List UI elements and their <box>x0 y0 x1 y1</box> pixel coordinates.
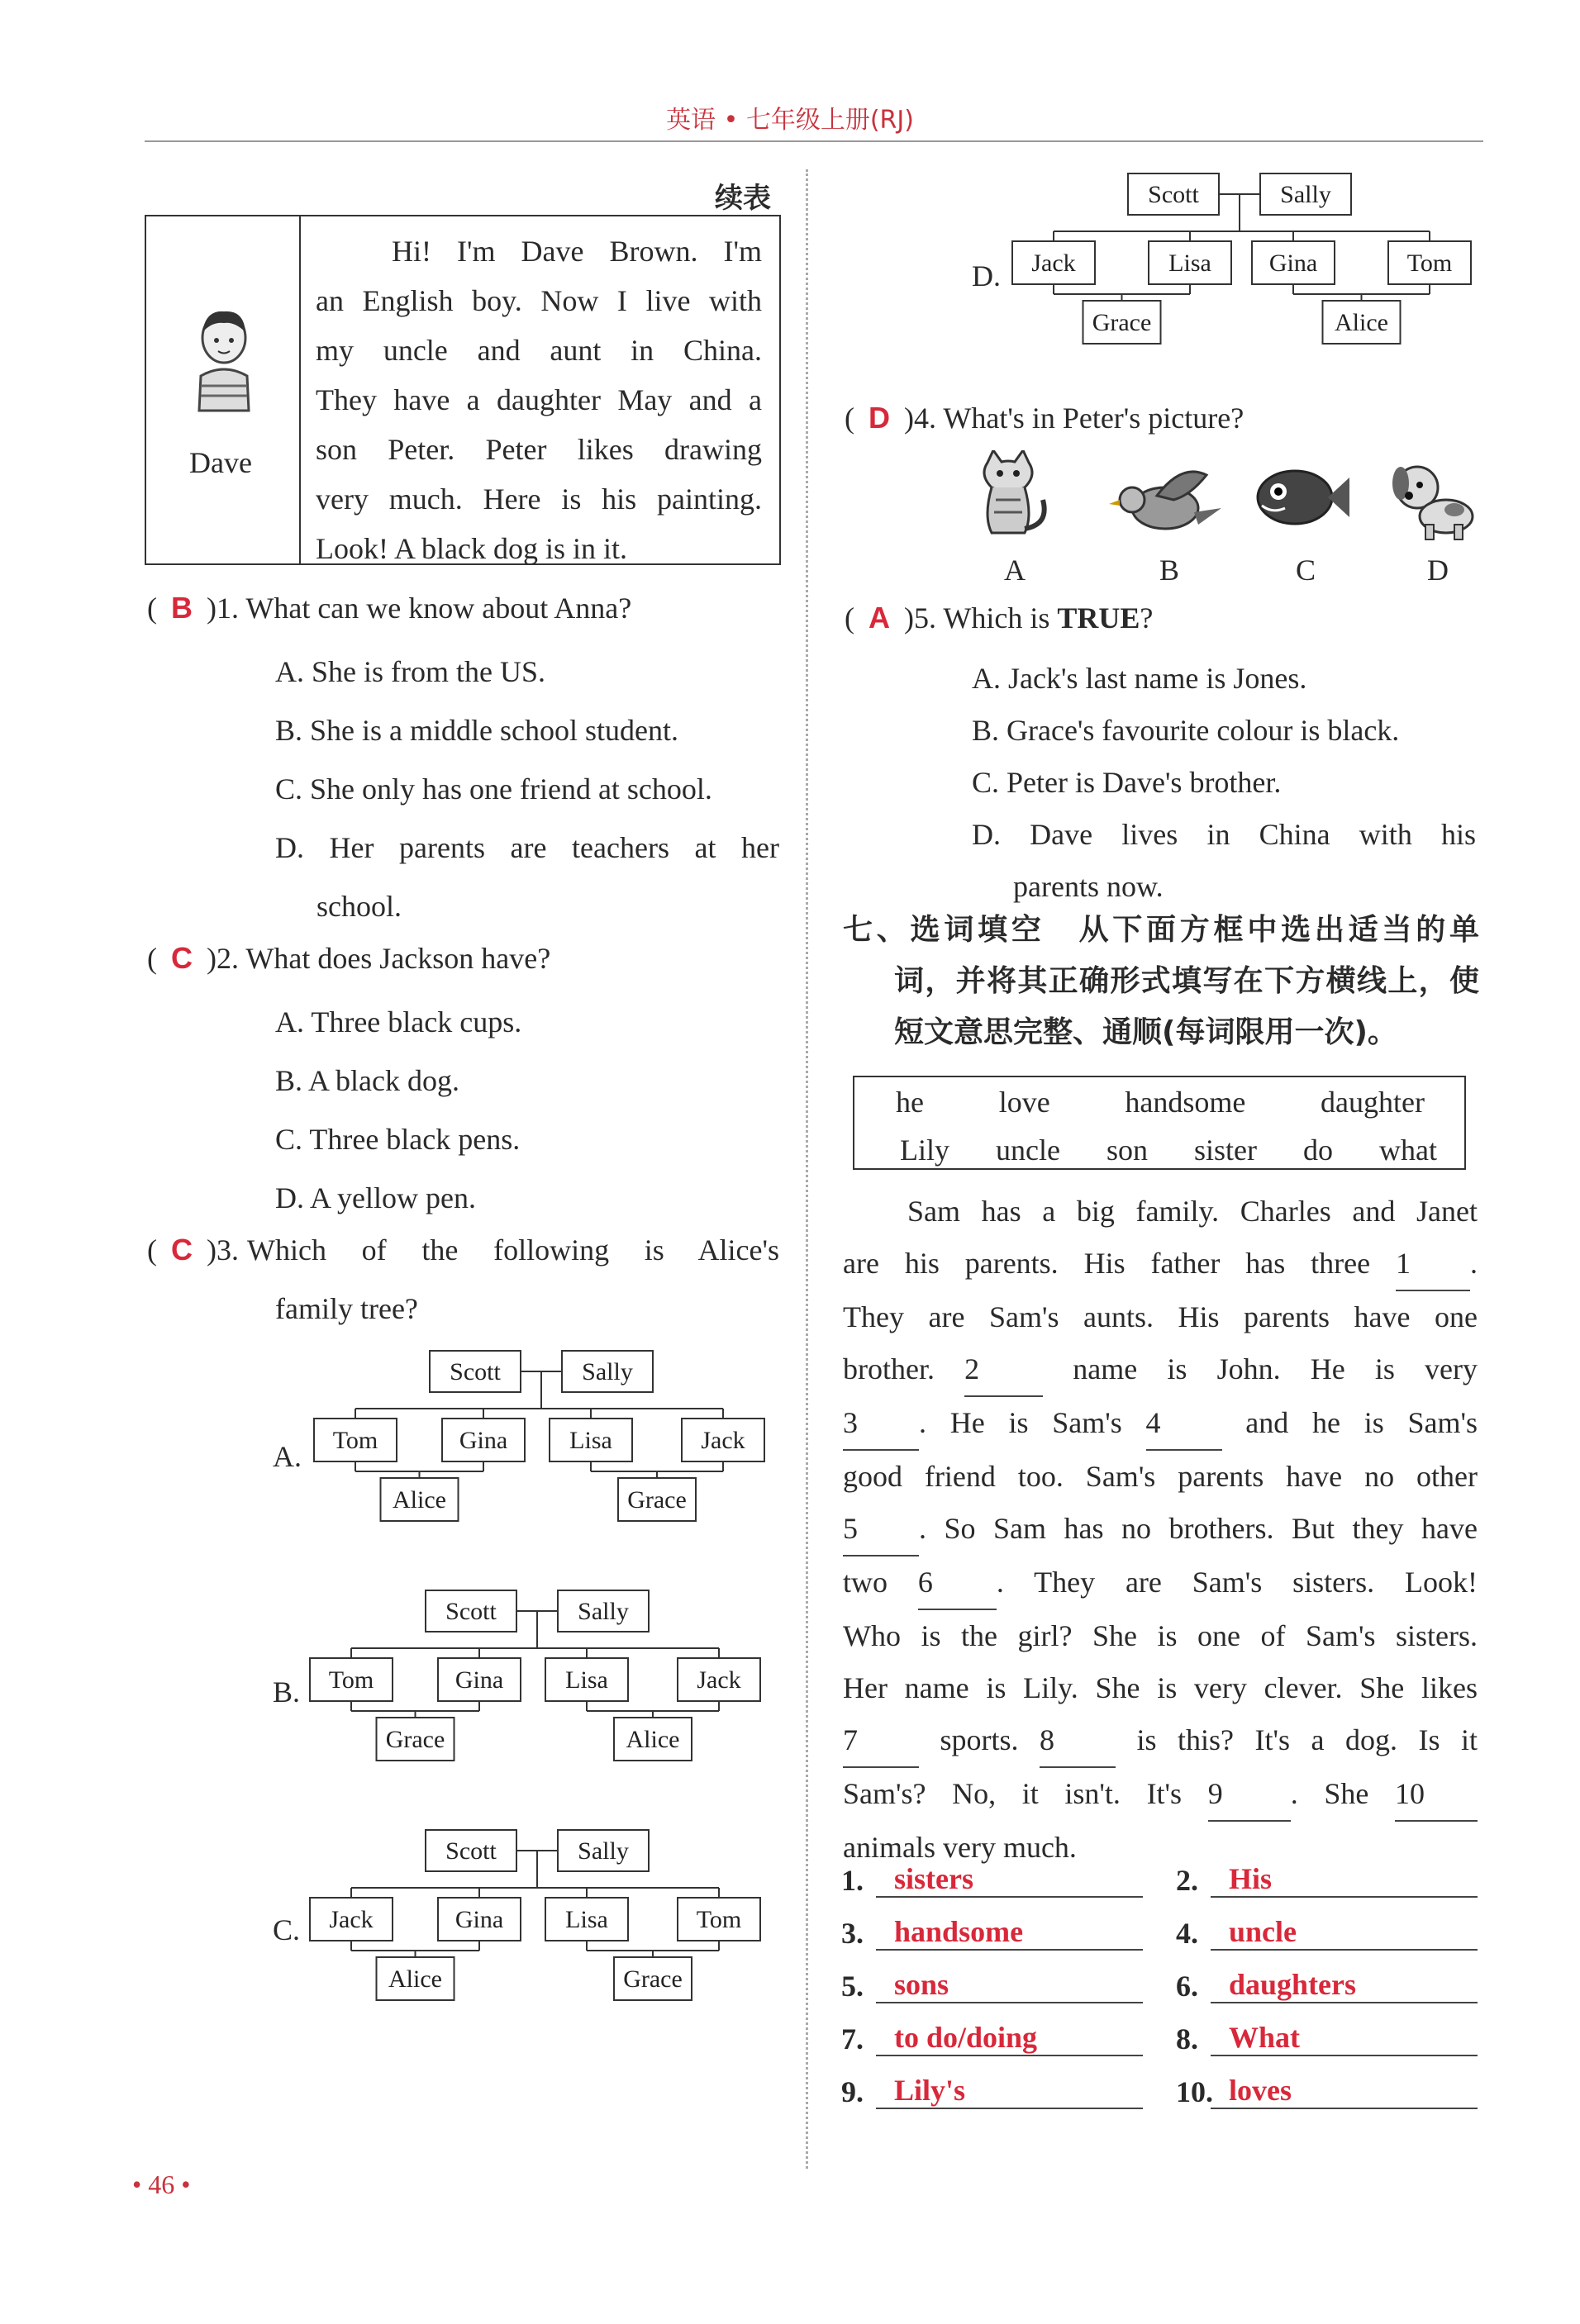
question-text: Which is <box>943 601 1058 634</box>
answer-row <box>841 2074 1143 2109</box>
answer-number: 1. <box>841 1864 864 1897</box>
passage-text: are his parents. His father has three <box>843 1247 1371 1280</box>
answer-grid <box>841 1863 1478 2109</box>
question-text: What's in Peter's picture? <box>943 402 1244 435</box>
passage-text: sports. <box>940 1723 1019 1756</box>
tree-node-label: Grace <box>1092 309 1152 336</box>
tree-node <box>545 1898 628 1941</box>
word-box-row <box>896 1087 1425 1117</box>
question-number: )5. <box>904 601 936 634</box>
question-text: family tree? <box>275 1292 418 1325</box>
blank-1: 1 <box>1396 1238 1470 1291</box>
tree-node-label: Alice <box>1335 309 1388 336</box>
tree-node <box>426 1830 516 1871</box>
header-divider <box>145 140 1483 142</box>
question-number: )3. <box>207 1233 239 1267</box>
tree-node-label: Lisa <box>569 1427 612 1454</box>
answer-number: 5. <box>841 1970 864 2003</box>
answer-row <box>841 2022 1143 2056</box>
tree-node <box>1323 301 1401 344</box>
option: A. Three black cups. <box>275 1005 522 1038</box>
section-7-title <box>843 905 1479 1058</box>
passage-line: Who is the girl? She is one of Sam's sisters. <box>843 1619 1478 1652</box>
dog-icon <box>1388 459 1479 541</box>
tree-node-label: Sally <box>1280 181 1331 208</box>
tree-c-label: C. <box>273 1913 301 1946</box>
tree-node <box>678 1658 760 1701</box>
answer-number: 3. <box>841 1917 864 1950</box>
word: son <box>1106 1133 1148 1167</box>
answer-row <box>1176 1916 1478 1951</box>
question-1-options <box>275 643 779 936</box>
question-number: )4. <box>904 402 936 435</box>
tree-node <box>682 1419 764 1461</box>
tree-node-label: Tom <box>696 1906 742 1933</box>
tree-node-label: Grace <box>627 1486 687 1514</box>
profile-line: an English boy. Now I live with <box>316 284 762 317</box>
option: school. <box>316 890 402 923</box>
picture-label: C <box>1296 554 1316 587</box>
tree-node-label: Lisa <box>565 1906 608 1933</box>
answer-value: sons <box>876 1967 1143 2003</box>
question-text: What can we know about Anna? <box>245 592 632 625</box>
option: B. Grace's favourite colour is black. <box>972 714 1400 747</box>
answer-mark: B <box>171 591 193 625</box>
answer-mark: D <box>869 401 890 435</box>
passage-text: name is John. He is very <box>1073 1352 1478 1385</box>
blank-6: 6 <box>918 1556 997 1610</box>
option: D. Dave lives in China with his <box>972 818 1476 851</box>
tree-node <box>1388 241 1471 284</box>
profile-line: very much. Here is his painting. <box>316 482 762 516</box>
word: do <box>1302 1133 1333 1167</box>
column-divider <box>806 169 808 2169</box>
tree-d-label: D. <box>972 259 1001 292</box>
page-header: 英语 • 七年级上册(RJ) <box>666 106 914 135</box>
answer-value: handsome <box>876 1914 1143 1951</box>
question-text: ? <box>1140 601 1154 634</box>
answer-mark: C <box>171 1233 193 1267</box>
answer-row <box>841 1969 1143 2003</box>
question-text-bold: TRUE <box>1057 601 1140 634</box>
profile-name: Dave <box>189 446 252 479</box>
answer-mark: C <box>171 941 193 975</box>
tree-node <box>438 1658 521 1701</box>
tree-node <box>377 1957 454 2000</box>
option: C. She only has one friend at school. <box>275 772 712 806</box>
option: A. Jack's last name is Jones. <box>972 662 1307 695</box>
passage-text: is this? It's a dog. Is it <box>1136 1723 1478 1756</box>
picture-label: D <box>1427 554 1449 587</box>
passage-line <box>843 1397 1478 1451</box>
tree-node-label: Alice <box>393 1486 446 1514</box>
blank-3: 3 <box>843 1397 919 1451</box>
profile-photo-cell <box>146 216 301 563</box>
answer-value: Lily's <box>876 2073 1143 2109</box>
word: love <box>998 1086 1050 1119</box>
fish-icon <box>1252 463 1351 533</box>
tree-node-label: Jack <box>697 1666 741 1694</box>
blank-9: 9 <box>1208 1768 1291 1822</box>
option: B. A black dog. <box>275 1064 459 1097</box>
tree-node-label: Lisa <box>565 1666 608 1694</box>
tree-node <box>558 1590 649 1632</box>
passage-text: and he is Sam's <box>1245 1406 1478 1439</box>
tree-node-label: Jack <box>329 1906 374 1933</box>
profile-line: my uncle and aunt in China. <box>316 334 762 367</box>
passage-line <box>843 1768 1478 1822</box>
tree-node <box>426 1590 516 1632</box>
word: handsome <box>1125 1086 1246 1119</box>
profile-text <box>316 226 762 573</box>
answer-row <box>1176 2022 1478 2056</box>
profile-line: Hi! I'm Dave Brown. I'm <box>392 235 762 268</box>
tree-node-label: Scott <box>1148 181 1199 208</box>
word: what <box>1378 1133 1437 1167</box>
tree-node <box>545 1658 628 1701</box>
passage-text: . They are Sam's sisters. Look! <box>996 1566 1478 1599</box>
blank-8: 8 <box>1040 1714 1116 1768</box>
tree-node-label: Scott <box>450 1358 501 1385</box>
tree-node <box>1260 173 1351 215</box>
section-title-line: 七、选词填空 从下面方框中选出适当的单 <box>843 913 1479 947</box>
answer-number: 9. <box>841 2075 864 2108</box>
profile-line: Look! A black dog is in it. <box>316 532 627 565</box>
tree-node-label: Scott <box>445 1837 497 1865</box>
cat-icon <box>967 450 1049 541</box>
section-title-line: 短文意思完整、通顺(每词限用一次)。 <box>894 1015 1397 1049</box>
answer-value: to do/doing <box>876 2020 1143 2056</box>
option: C. Three black pens. <box>275 1123 521 1156</box>
word-box <box>853 1076 1466 1170</box>
family-tree-c <box>310 1830 760 2000</box>
family-tree-options <box>269 1338 781 2049</box>
passage-text: . So Sam has no brothers. But they have <box>919 1512 1478 1545</box>
word: daughter <box>1321 1086 1425 1119</box>
cloze-passage <box>843 1186 1478 1874</box>
answer-row <box>1176 2074 1478 2109</box>
tree-node-label: Scott <box>445 1598 497 1625</box>
answer-number: 6. <box>1176 1970 1198 2003</box>
passage-line <box>843 1556 1478 1610</box>
answer-value: What <box>1211 2020 1478 2056</box>
tree-node <box>678 1898 760 1941</box>
word: Lily <box>900 1133 949 1167</box>
word: uncle <box>996 1133 1060 1167</box>
family-tree-b <box>310 1590 760 1761</box>
answer-number: 8. <box>1176 2022 1198 2055</box>
option: D. Her parents are teachers at her <box>275 831 779 864</box>
answer-row <box>841 1916 1143 1951</box>
continued-label: 续表 <box>715 182 771 215</box>
picture-label: A <box>1004 554 1026 587</box>
answer-value: uncle <box>1211 1914 1478 1951</box>
tree-node-label: Grace <box>385 1726 445 1753</box>
tree-node-label: Jack <box>701 1427 745 1454</box>
question-5: ( A )5. Which is TRUE? <box>845 601 1154 634</box>
blank-5: 5 <box>843 1503 919 1556</box>
profile-table <box>145 215 781 565</box>
passage-line: Sam has a big family. Charles and Janet <box>907 1195 1478 1228</box>
passage-line: They are Sam's aunts. His parents have one <box>843 1300 1478 1333</box>
tree-node <box>377 1718 454 1761</box>
bird-icon <box>1107 463 1223 537</box>
tree-node <box>381 1478 459 1521</box>
answer-row <box>841 1863 1143 1898</box>
blank-2: 2 <box>964 1343 1043 1397</box>
answer-number: 4. <box>1176 1917 1198 1950</box>
answer-row <box>1176 1969 1478 2003</box>
blank-4: 4 <box>1146 1397 1222 1451</box>
tree-node-label: Alice <box>626 1726 680 1753</box>
profile-line: son Peter. Peter likes drawing <box>316 433 762 466</box>
question-3: ( C )3. Which of the following is Alice's family tree? <box>147 1233 779 1325</box>
answer-number: 7. <box>841 2022 864 2055</box>
option: D. A yellow pen. <box>275 1181 476 1214</box>
tree-node <box>438 1898 521 1941</box>
question-4: ( D )4. What's in Peter's picture? <box>845 401 1244 435</box>
tree-node-label: Sally <box>578 1837 629 1865</box>
tree-node <box>310 1898 393 1941</box>
passage-line <box>843 1343 1478 1397</box>
tree-node-label: Alice <box>388 1965 442 1993</box>
tree-node <box>614 1957 692 2000</box>
passage-text: . She <box>1290 1777 1369 1810</box>
passage-line: animals very much. <box>843 1831 1077 1864</box>
tree-node-label: Gina <box>459 1427 508 1454</box>
question-5-options <box>972 653 1476 913</box>
tree-node <box>558 1830 649 1871</box>
answer-value: loves <box>1211 2073 1478 2109</box>
profile-line: They have a daughter May and a <box>316 383 762 416</box>
question-number: )2. <box>207 942 239 975</box>
tree-node <box>1149 241 1231 284</box>
tree-node <box>1252 241 1335 284</box>
answer-number: 10. <box>1176 2075 1213 2108</box>
question-text: Which of the following is Alice's <box>247 1233 779 1267</box>
passage-text: brother. <box>843 1352 935 1385</box>
answer-number: 2. <box>1176 1864 1198 1897</box>
word: he <box>896 1086 924 1119</box>
option: parents now. <box>1013 870 1164 903</box>
passage-line: good friend too. Sam's parents have no other <box>843 1460 1478 1493</box>
tree-node-label: Gina <box>454 1666 504 1694</box>
boy-icon <box>189 303 259 427</box>
tree-node-label: Gina <box>1268 250 1318 277</box>
tree-node <box>1012 241 1095 284</box>
passage-text: . He is Sam's <box>919 1406 1122 1439</box>
tree-node <box>562 1351 653 1392</box>
tree-node-label: Lisa <box>1168 250 1211 277</box>
answer-value: sisters <box>876 1861 1143 1898</box>
question-1: ( B )1. What can we know about Anna? <box>147 591 632 625</box>
answer-value: daughters <box>1211 1967 1478 2003</box>
passage-line: are his parents. His father has three 1 . <box>843 1238 1478 1291</box>
answer-value: His <box>1211 1861 1478 1898</box>
family-tree-a <box>314 1351 764 1521</box>
tree-node-label: Tom <box>332 1427 378 1454</box>
question-2-options <box>275 993 779 1228</box>
blank-7: 7 <box>843 1714 919 1768</box>
option: A. She is from the US. <box>275 655 545 688</box>
passage-line <box>843 1714 1478 1768</box>
tree-node-label: Jack <box>1031 250 1076 277</box>
question-text: What does Jackson have? <box>245 942 551 975</box>
tree-node-label: Sally <box>582 1358 633 1385</box>
section-title-line: 词，并将其正确形式填写在下方横线上，使 <box>894 964 1479 998</box>
tree-node-label: Grace <box>623 1965 683 1993</box>
passage-text: Sam's? No, it isn't. It's <box>843 1777 1183 1810</box>
tree-node <box>550 1419 632 1461</box>
page-number: • 46 • <box>132 2170 191 2199</box>
passage-text: two <box>843 1566 888 1599</box>
word: sister <box>1193 1133 1257 1167</box>
tree-node-label: Tom <box>1406 250 1453 277</box>
tree-node-label: Sally <box>578 1598 629 1625</box>
family-tree-d <box>1000 165 1496 388</box>
blank-10: 10 <box>1395 1768 1478 1822</box>
picture-label: B <box>1159 554 1180 587</box>
passage-line: Her name is Lily. She is very clever. She likes <box>843 1671 1478 1704</box>
option: B. She is a middle school student. <box>275 714 678 747</box>
tree-node <box>430 1351 521 1392</box>
tree-node-label: Tom <box>328 1666 374 1694</box>
tree-node <box>310 1658 393 1701</box>
tree-a-label: A. <box>273 1440 302 1473</box>
answer-row <box>1176 1863 1478 1898</box>
tree-node <box>442 1419 525 1461</box>
tree-node-label: Gina <box>454 1906 504 1933</box>
tree-node <box>614 1718 692 1761</box>
passage-line <box>843 1503 1478 1556</box>
tree-b-label: B. <box>273 1675 301 1709</box>
tree-node <box>1083 301 1161 344</box>
option: C. Peter is Dave's brother. <box>972 766 1282 799</box>
question-2: ( C )2. What does Jackson have? <box>147 941 551 975</box>
tree-node <box>314 1419 397 1461</box>
answer-mark: A <box>869 601 890 634</box>
question-number: )1. <box>207 592 239 625</box>
tree-node <box>618 1478 696 1521</box>
word-box-row <box>900 1135 1437 1165</box>
tree-node <box>1128 173 1219 215</box>
